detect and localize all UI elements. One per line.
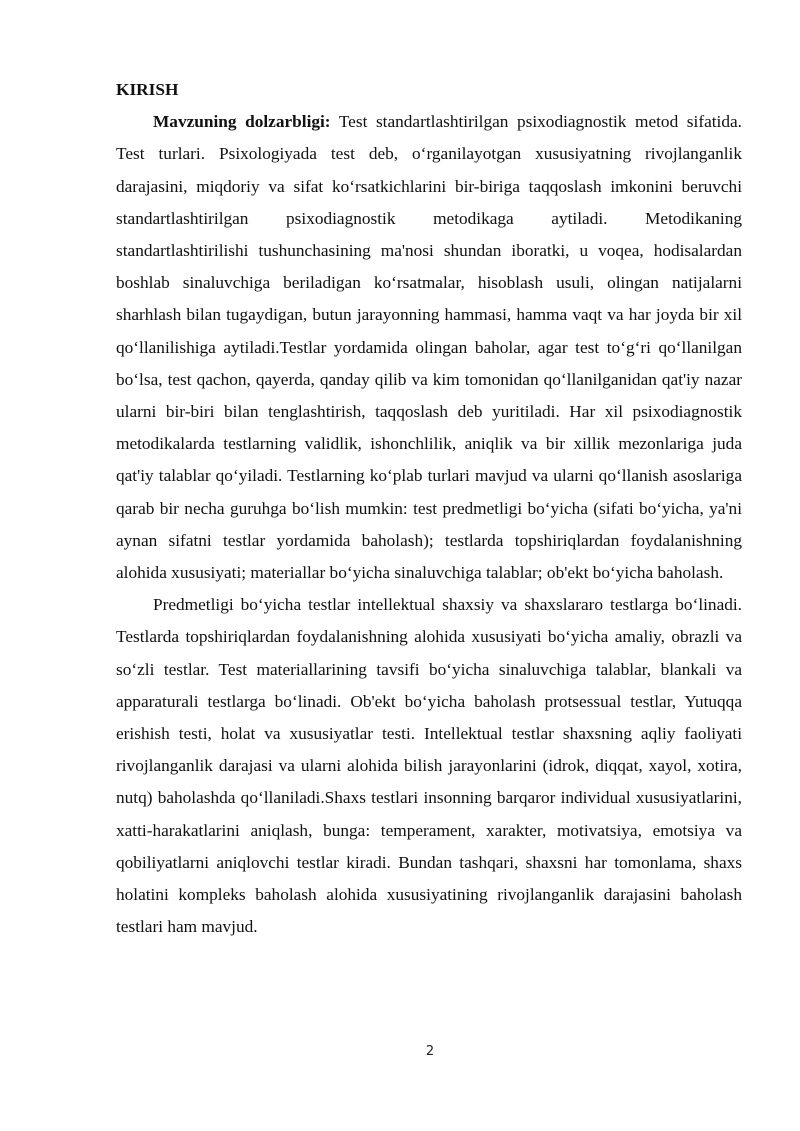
- paragraph-relevance: [116, 106, 742, 589]
- paragraph-lead: Mavzuning dolzarbligi:: [153, 112, 331, 132]
- paragraph-test-types: Predmetligi bo‘yicha testlar intellektual shaxsiy va shaxslararo testlarga bo‘linadi. Testlarda topshiriqlardan foydalanishning alohida xususiyati bo‘yicha amaliy, obrazli va so‘zli testlar. Test materiallarining tavsifi bo‘yicha sinaluvchiga talablar, blankali va apparaturali testlarga bo‘linadi. Ob'ekt bo‘yicha baholash protsessual testlar, Yutuqqa erishish testi, holat va xususiyatlar testi. Intellektual testlar shaxsning aqliy faoliyati rivojlanganlik darajasi va ularni alohida bilish jarayonlarini (idrok, diqqat, xayol, xotira, nutq) baholashda qo‘llaniladi.Shaxs testlari insonning barqaror individual xususiyatlarini, xatti-harakatlarini aniqlash, bunga: temperament, xarakter, motivatsiya, emotsiya va qobiliyatlarni aniqlovchi testlar kiradi. Bundan tashqari, shaxsni har tomonlama, shaxs holatini kompleks baholash alohida xususiyatining rivojlanganlik darajasini baholash testlari ham mavjud.: [116, 595, 742, 937]
- page-body: [116, 74, 742, 943]
- section-heading: KIRISH: [116, 80, 179, 99]
- page-number: 2: [425, 1044, 435, 1059]
- paragraph-text: Test standartlashtirilgan psixodiagnostik metod sifatida. Test turlari. Psixologiyada test deb, o‘rganilayotgan xususiyatning rivojlanganlik darajasini, miqdoriy va sifat ko‘rsatkichlarini bir-biriga taqqoslash imkonini beruvchi standartlashtirilgan psixodiagnostik metodikaga aytiladi. Metodikaning standartlashtirilishi tushunchasining ma'nosi shundan iboratki, u voqea, hodisalardan boshlab sinaluvchiga beriladigan ko‘rsatmalar, hisoblash usuli, olingan natijalarni sharhlash bilan tugaydigan, butun jarayonning hammasi, hamma vaqt va har joyda bir xil qo‘llanilishiga aytiladi.Testlar yordamida olingan baholar, agar test to‘g‘ri qo‘llanilgan bo‘lsa, test qachon, qayerda, qanday qilib va kim tomonidan qo‘llanilganidan qat'iy nazar ularni bir-biri bilan tenglashtirish, taqqoslash deb yuritiladi. Har xil psixodiagnostik metodikalarda testlarning validlik, ishonchlilik, aniqlik va bir xillik mezonlariga juda qat'iy talablar qo‘yiladi. Testlarning ko‘plab turlari mavjud va ularni qo‘llanish asoslariga qarab bir necha guruhga bo‘lish mumkin: test predmetligi bo‘yicha (sifati bo‘yicha, ya'ni aynan sifatni testlar yordamida baholash); testlarda topshiriqlardan foydalanishning alohida xususiyati; materiallar bo‘yicha sinaluvchiga talablar; ob'ekt bo‘yicha baholash.: [116, 112, 742, 583]
